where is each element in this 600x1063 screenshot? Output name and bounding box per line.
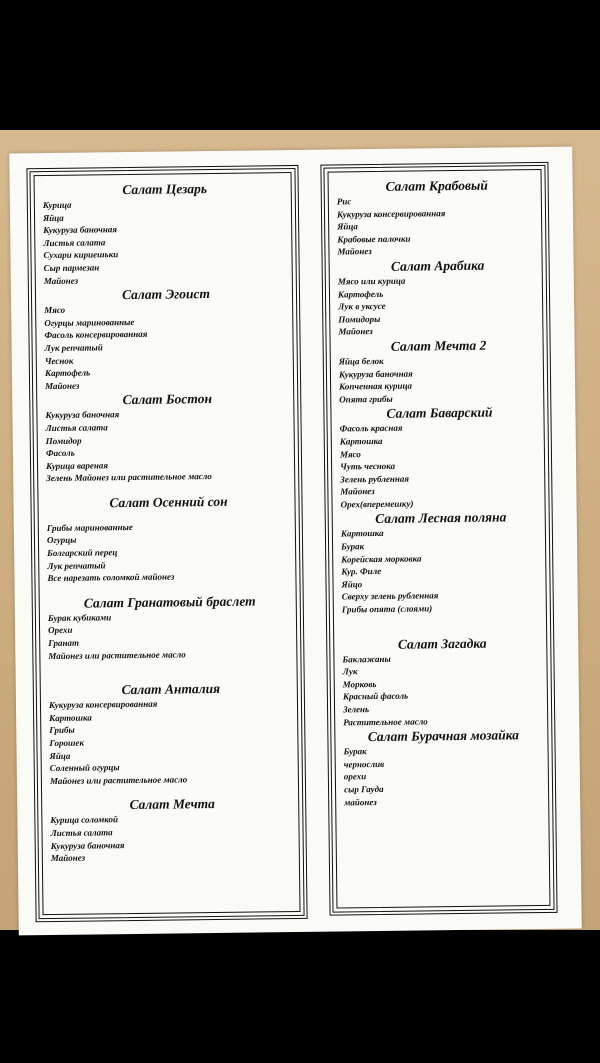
ingredient: майонез xyxy=(344,796,377,807)
salad-title: Салат Гранатовый браслет xyxy=(83,593,256,611)
ingredient: Зелень Майонез или растительное масло xyxy=(46,471,212,484)
salad-boston xyxy=(45,389,290,485)
ingredient: Зелень рубленная xyxy=(340,473,410,485)
ingredient: Опята грибы xyxy=(339,393,393,405)
ingredient: Картошка xyxy=(339,435,383,447)
salad-caesar xyxy=(43,179,288,287)
ingredient: Листья салата xyxy=(45,422,108,433)
ingredient: Чуть чеснока xyxy=(340,460,396,472)
ingredient: Грибы опята (слоями) xyxy=(341,603,433,615)
salad-title: Салат Цезарь xyxy=(122,181,208,198)
ingredient: Зелень xyxy=(343,704,370,715)
ingredient: Картошка xyxy=(340,528,384,539)
ingredient: Майонез xyxy=(340,486,375,497)
salad-title: Салат Осенний сон xyxy=(109,493,228,511)
ingredient: сыр Гауда xyxy=(343,783,384,795)
ingredient: Красный фасоль xyxy=(342,691,409,702)
ingredient: Копченная курица xyxy=(339,380,413,392)
ingredient: Курица соломкой xyxy=(50,814,119,826)
salad-title: Салат Бурачная мозайка xyxy=(367,727,520,745)
salad-arabica xyxy=(338,256,539,338)
spacer xyxy=(342,614,542,636)
ingredient: Корейская морковка xyxy=(341,553,422,565)
salad-title: Салат Мечта 2 xyxy=(390,337,487,354)
salad-autumn-dream xyxy=(46,492,291,585)
ingredient: Лук репчатый xyxy=(44,342,103,353)
salad-bavarian xyxy=(339,403,540,511)
ingredient: Картофель xyxy=(337,288,384,300)
ingredient: Гранат xyxy=(48,637,79,649)
ingredient: Горошек xyxy=(49,737,85,749)
salad-title: Салат Анталия xyxy=(121,681,221,698)
salad-title: Салат Загадка xyxy=(397,635,487,652)
ingredient: Фасоль красная xyxy=(339,422,403,434)
ingredient: Картошка xyxy=(49,712,92,723)
ingredient: Орех(вперемешку) xyxy=(340,498,414,510)
salad-forest-glade xyxy=(341,508,542,616)
ingredient: Яйца xyxy=(337,221,358,232)
ingredient: Кукуруза баночная xyxy=(50,839,125,851)
salad-crab xyxy=(337,176,538,258)
menu-sheet xyxy=(9,147,582,936)
ingredient: Кукуруза баночная xyxy=(43,224,118,236)
ingredient: Кукуруза консервированная xyxy=(48,698,158,711)
salad-title: Салат Эгоист xyxy=(121,286,211,303)
ingredient: Огурцы xyxy=(46,535,77,546)
ingredient: Майонез xyxy=(337,246,372,257)
ingredient: Яйца xyxy=(49,750,71,761)
ingredient: Лук в уксусе xyxy=(338,301,386,312)
ingredient: Листья салата xyxy=(43,237,106,248)
ingredient: Грибы xyxy=(49,725,75,736)
ingredient: Бурак xyxy=(341,541,365,552)
ingredient: орехи xyxy=(343,771,367,782)
ingredient: Яйца xyxy=(42,212,64,223)
ingredient: Мясо xyxy=(44,304,66,316)
ingredient: Бурак xyxy=(343,746,367,757)
ingredient: Сухари кириешьки xyxy=(43,249,119,261)
ingredient: Майонез xyxy=(338,326,373,337)
ingredient: Морковь xyxy=(342,678,377,690)
ingredient: Болгарский перец xyxy=(47,547,118,559)
salad-pomegranate-bracelet xyxy=(48,592,293,662)
salad-antalya xyxy=(49,679,294,787)
ingredient: Бурак кубиками xyxy=(47,612,112,623)
salad-title: Салат Крабовый xyxy=(385,177,488,194)
ingredient: Кукуруза баночная xyxy=(338,368,413,379)
ingredient: Картофель xyxy=(44,367,91,379)
ingredient: Курица вареная xyxy=(46,459,109,471)
salad-title: Салат Лесная поляна xyxy=(375,509,507,527)
ingredient: Помидор xyxy=(45,435,82,446)
ingredient: Баклажаны xyxy=(342,653,391,665)
ingredient: Курица xyxy=(42,199,72,211)
ingredient: Кур. Филе xyxy=(341,566,382,577)
ingredient: Рис xyxy=(336,196,352,207)
ingredient: Майонез или растительное масло xyxy=(48,648,186,661)
salad-riddle xyxy=(342,634,543,729)
ingredient: Помидоры xyxy=(338,313,381,325)
ingredient: Все нарезать соломкой майонез xyxy=(47,571,175,584)
ingredient: Кукуруза консервированная xyxy=(336,207,446,220)
ingredient: Майонез xyxy=(50,852,86,864)
ingredient: Чеснок xyxy=(44,355,74,366)
salad-dream-2 xyxy=(339,336,540,406)
ingredient: Лук репчатый xyxy=(47,559,106,571)
ingredient: Сверху зелень рубленная xyxy=(341,590,439,602)
salad-dream xyxy=(50,794,295,864)
ingredient: Орехи xyxy=(48,625,73,636)
ingredient: Майонез xyxy=(43,275,79,286)
ingredient: Крабовые палочки xyxy=(337,233,411,245)
ingredient: Фасоль xyxy=(45,447,75,459)
ingredient: Яйцо xyxy=(341,579,363,590)
ingredient: Огурцы маринованные xyxy=(44,316,135,328)
ingredient: Листья салата xyxy=(50,827,113,838)
ingredient: Грибы маринованные xyxy=(46,521,133,533)
salad-title: Салат Арабика xyxy=(390,257,485,274)
salad-title: Салат Мечта xyxy=(129,796,215,813)
ingredient: Лук xyxy=(342,666,358,677)
left-column xyxy=(34,172,301,915)
ingredient: Яйца белок xyxy=(338,355,384,367)
ingredient: Растительное масло xyxy=(343,715,428,728)
ingredient: Фасоль консервированная xyxy=(44,329,148,341)
salad-title: Салат Бостон xyxy=(122,391,212,408)
ingredient: Майонез или растительное масло xyxy=(49,774,188,786)
ingredient: Сыр пармезан xyxy=(43,262,100,274)
ingredient: Мясо или курица xyxy=(337,275,406,287)
right-column xyxy=(327,169,550,909)
salad-beet-mosaic xyxy=(343,726,544,808)
ingredient: Майонез xyxy=(45,380,80,391)
ingredient: Мясо xyxy=(339,448,361,459)
salad-title: Салат Баварский xyxy=(386,404,493,422)
ingredient: чернослив xyxy=(343,758,385,770)
ingredient: Соленный огурцы xyxy=(49,762,120,774)
salad-egoist xyxy=(44,284,289,392)
ingredient: Кукуруза баночная xyxy=(45,409,120,421)
